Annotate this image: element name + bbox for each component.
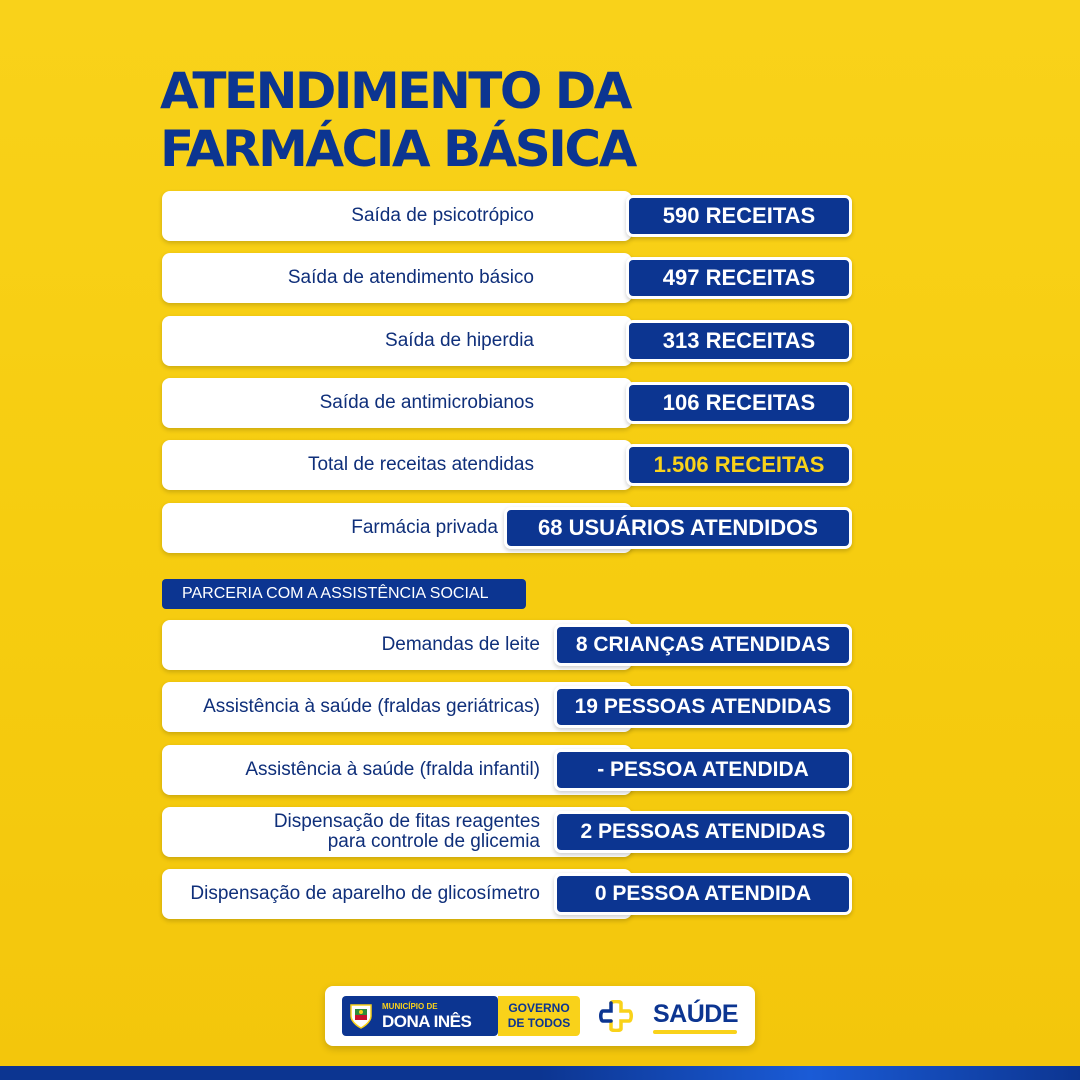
stat-label: Saída de psicotrópico <box>351 205 534 226</box>
stat-label-box <box>162 191 632 241</box>
stat-value-total: 1.506 RECEITAS <box>626 444 852 486</box>
stat-value: 313 RECEITAS <box>626 320 852 362</box>
title-line-2: FARMÁCIA BÁSICA <box>160 120 635 178</box>
stat-label: Total de receitas atendidas <box>307 454 534 475</box>
section-badge-assistencia-social: PARCERIA COM A ASSISTÊNCIA SOCIAL <box>162 579 526 609</box>
social-value: 2 PESSOAS ATENDIDAS <box>554 811 852 853</box>
social-label: Assistência à saúde (fralda infantil) <box>245 759 540 780</box>
saude-logo-text: SAÚDE <box>653 1000 739 1028</box>
gov-line-1: GOVERNO <box>508 1001 570 1015</box>
stat-label: Saída de atendimento básico <box>287 267 534 288</box>
stat-value: 106 RECEITAS <box>626 382 852 424</box>
health-cross-icon <box>597 1000 635 1032</box>
social-label-line-1: Dispensação de fitas reagentes <box>273 811 540 832</box>
social-label-line-2: para controle de glicemia <box>327 831 540 852</box>
municipio-small-text: MUNICÍPIO DE <box>382 1002 438 1011</box>
social-label: Assistência à saúde (fraldas geriátricas) <box>203 696 540 717</box>
social-label <box>274 812 540 852</box>
stat-value: 68 USUÁRIOS ATENDIDOS <box>504 507 852 549</box>
social-value: 0 PESSOA ATENDIDA <box>554 873 852 915</box>
footer-logo-card <box>325 986 755 1046</box>
saude-underline <box>653 1030 737 1034</box>
municipio-logo <box>342 996 498 1036</box>
municipio-name: DONA INÊS <box>382 1012 472 1031</box>
stat-value: 590 RECEITAS <box>626 195 852 237</box>
governo-de-todos-logo <box>498 996 580 1036</box>
stat-value: 497 RECEITAS <box>626 257 852 299</box>
social-label: Dispensação de aparelho de glicosímetro <box>190 883 540 904</box>
stat-label-box <box>162 378 632 428</box>
bottom-band <box>0 1066 1080 1080</box>
page-title <box>160 62 635 178</box>
title-line-1: ATENDIMENTO DA <box>160 62 631 120</box>
stat-label-box <box>162 440 632 490</box>
gov-line-2: DE TODOS <box>507 1016 571 1030</box>
stat-label-box <box>162 253 632 303</box>
stat-label: Farmácia privada <box>351 517 498 538</box>
stat-label-box <box>162 316 632 366</box>
social-label: Demandas de leite <box>381 634 540 655</box>
crest-icon <box>348 1002 374 1030</box>
social-value: - PESSOA ATENDIDA <box>554 749 852 791</box>
social-value: 19 PESSOAS ATENDIDAS <box>554 686 852 728</box>
stat-label: Saída de hiperdia <box>385 330 534 351</box>
stat-label: Saída de antimicrobianos <box>319 392 534 413</box>
social-value: 8 CRIANÇAS ATENDIDAS <box>554 624 852 666</box>
